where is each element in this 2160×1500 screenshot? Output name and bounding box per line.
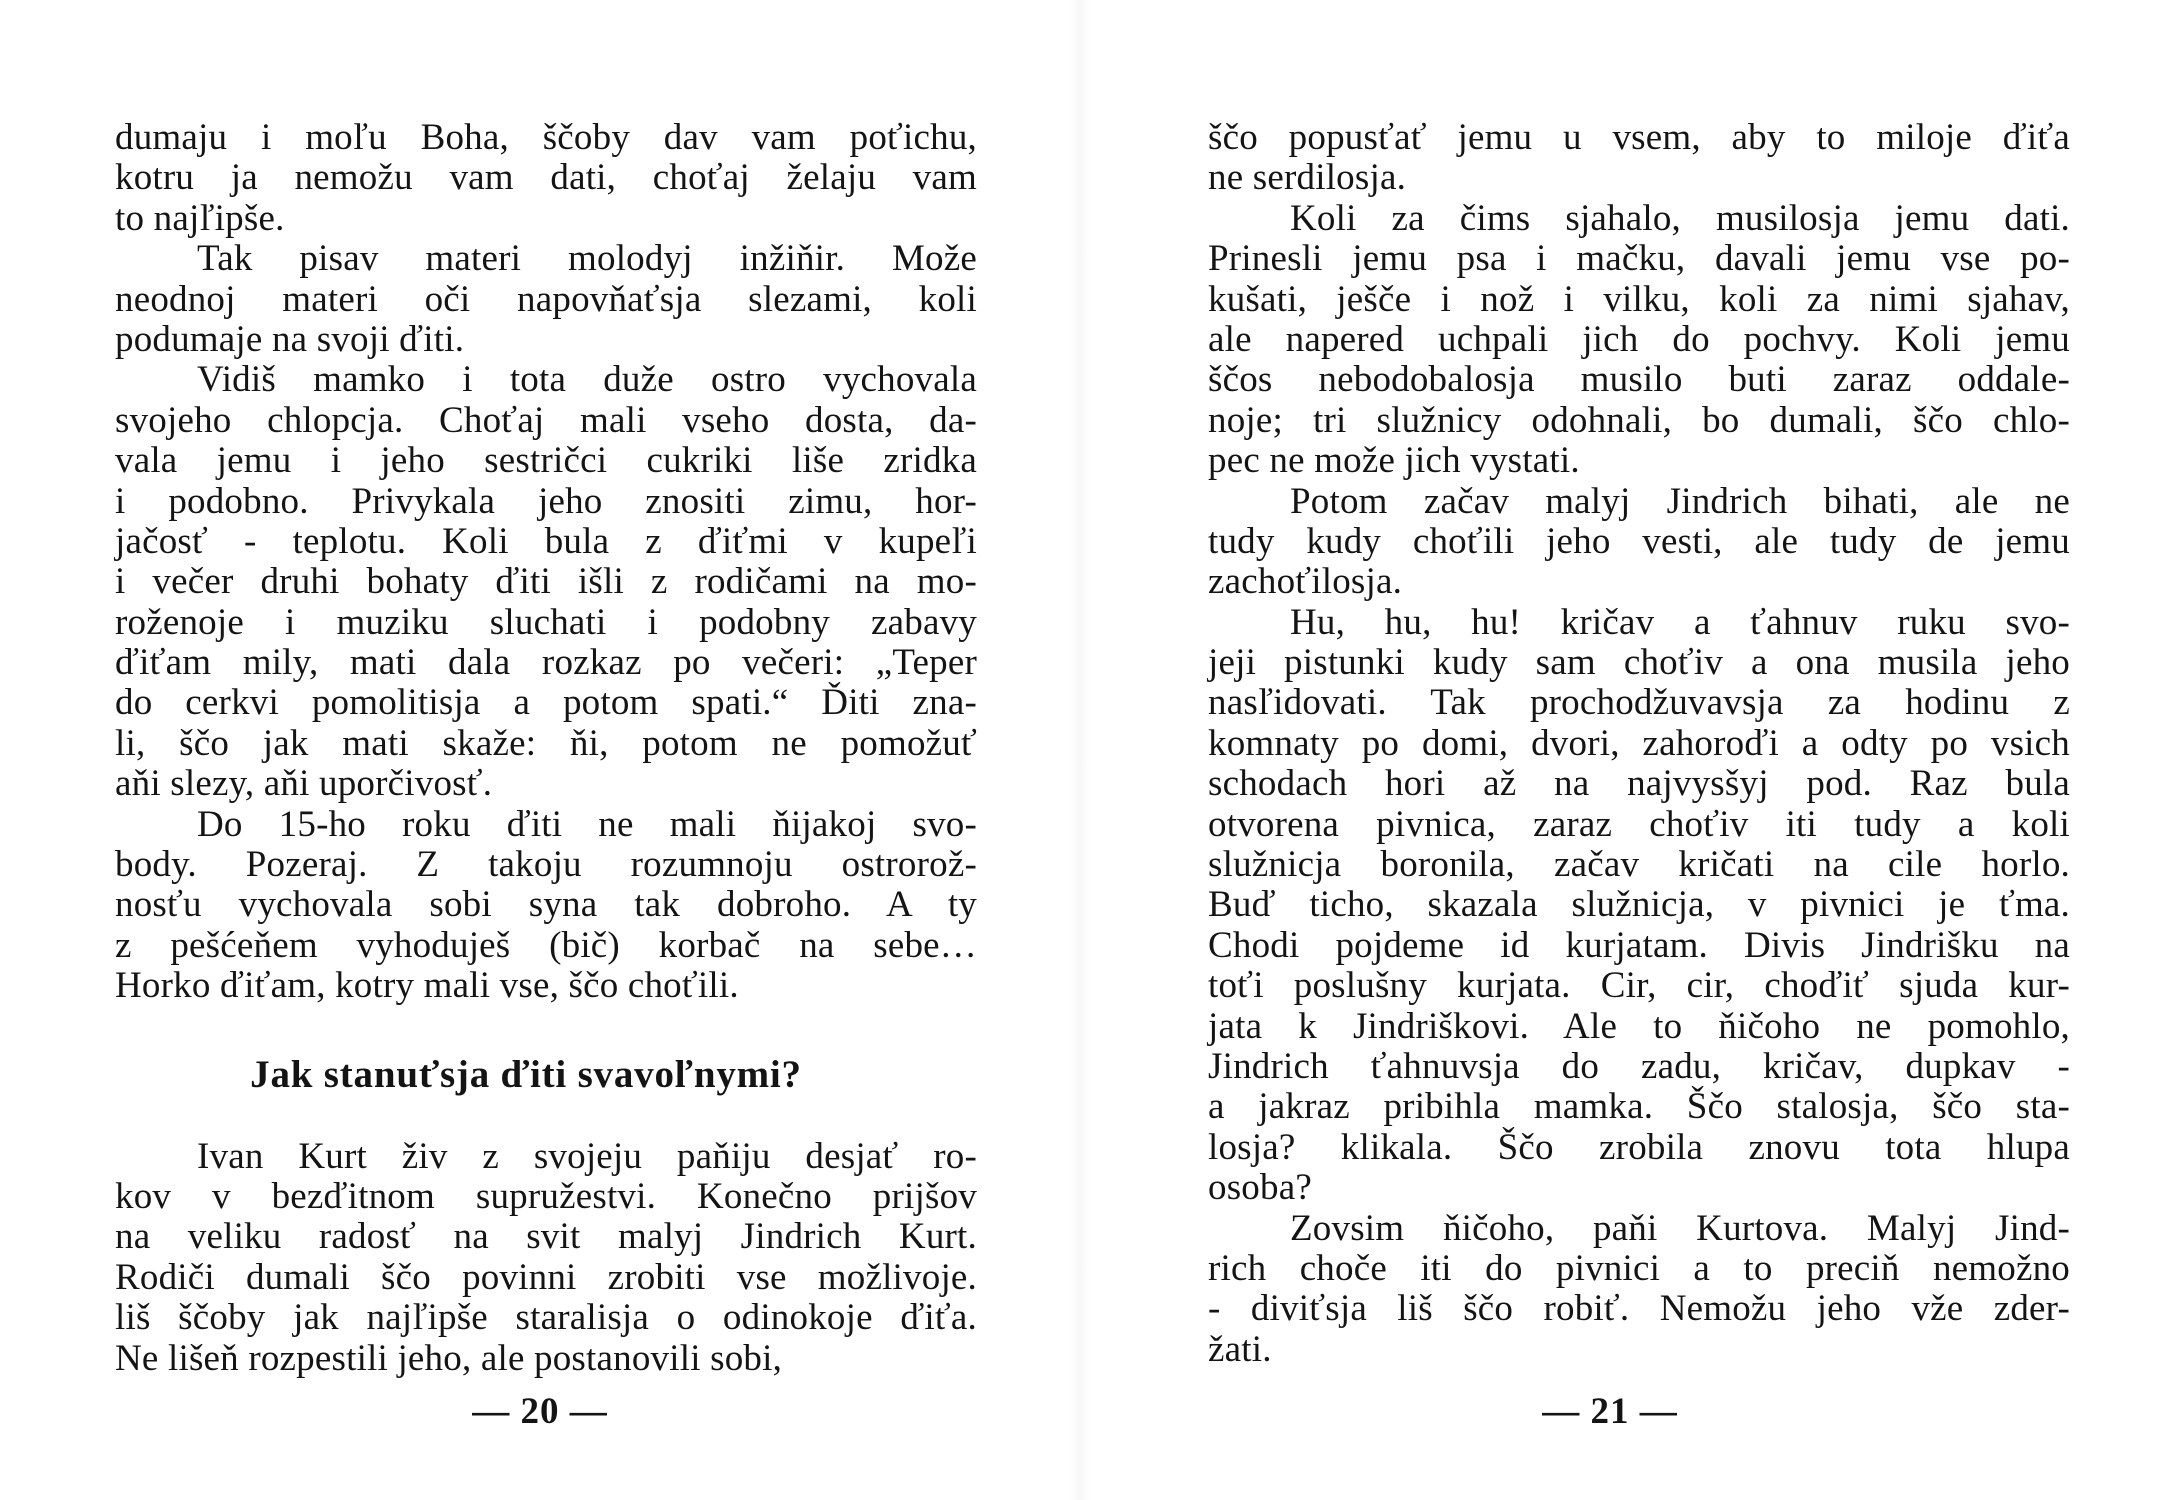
text-line: žati. xyxy=(1208,1328,1272,1370)
paragraph xyxy=(115,118,977,239)
text-line: neodnoj materi oči napovňaťsja slezami, koli xyxy=(115,278,977,320)
paragraph xyxy=(1208,199,2070,482)
text-line: ne serdilosja. xyxy=(1208,157,1407,199)
text-line: i večer druhi bohaty ďiti išli z rodičami na mo- xyxy=(115,561,977,603)
text-line: Jindrich ťahnuvsja do zadu, kričav, dupkav - xyxy=(1208,1045,2070,1087)
paragraph xyxy=(1208,603,2070,1209)
paragraph xyxy=(115,360,977,804)
text-line: Do 15-ho roku ďiti ne mali ňijakoj svo- xyxy=(197,803,977,845)
text-line: Rodiči dumali ščo povinni zrobiti vse možlivoje. xyxy=(115,1256,977,1298)
page-number-right: — 21 — xyxy=(1542,1391,1678,1432)
text-line: Ivan Kurt živ z svojeju paňiju desjať ro- xyxy=(197,1135,977,1177)
text-line: kov v bezďitnom supružestvi. Konečno prijšov xyxy=(115,1175,977,1217)
text-line: body. Pozeraj. Z takoju rozumnoju ostrorož- xyxy=(115,844,977,886)
text-line: liš ščoby jak najľipše staralisja o odinokoje ďiťa. xyxy=(115,1297,977,1339)
text-line: Ne lišeň rozpestili jeho, ale postanovili sobi, xyxy=(115,1337,783,1379)
text-line: rich choče iti do pivnici a to preciň nemožno xyxy=(1208,1247,2070,1289)
text-line: schodach hori až na najvysšyj pod. Raz bula xyxy=(1208,763,2070,805)
text-line: Hu, hu, hu! kričav a ťahnuv ruku svo- xyxy=(1290,601,2070,643)
text-line: kotru ja nemožu vam dati, choťaj želaju vam xyxy=(115,157,977,199)
text-line: Tak pisav materi molodyj inžiňir. Može xyxy=(197,238,977,280)
text-line: na veliku radosť na svit malyj Jindrich Kurt. xyxy=(115,1216,977,1258)
text-line: z pešćeňem vyhoduješ (bič) korbač na sebe… xyxy=(115,924,977,966)
right-page-text xyxy=(1208,118,2070,1370)
text-line: Vidiš mamko i tota duže ostro vychovala xyxy=(197,359,977,401)
text-line: Horko ďiťam, kotry mali vse, ščo choťili. xyxy=(115,965,739,1007)
text-line: jeji pistunki kudy sam choťiv a ona musila jeho xyxy=(1208,642,2070,684)
text-line: noje; tri služnicy odohnali, bo dumali, ščo chlo- xyxy=(1208,399,2070,441)
text-line: - diviťsja liš ščo robiť. Nemožu jeho vže zder- xyxy=(1208,1288,2070,1330)
right-page xyxy=(1080,0,2160,1500)
text-line: kušati, ješče i nož i vilku, koli za nimi sjahav, xyxy=(1208,278,2070,320)
paragraph xyxy=(1208,482,2070,603)
text-line: jačosť - teplotu. Koli bula z ďiťmi v kupeľi xyxy=(115,520,977,562)
text-line: svojeho chlopcja. Choťaj mali vseho dosta, da- xyxy=(115,399,977,441)
text-line: nasľidovati. Tak prochodžuvavsja za hodinu z xyxy=(1208,682,2070,724)
text-line: li, ščo jak mati skaže: ňi, potom ne pomožuť xyxy=(115,722,977,764)
text-line: vala jemu i jeho sestričci cukriki liše zridka xyxy=(115,440,977,482)
text-line: zachoťilosja. xyxy=(1208,561,1403,603)
text-line: Potom začav malyj Jindrich bihati, ale ne xyxy=(1290,480,2070,522)
text-line: i podobno. Privykala jeho znositi zimu, hor- xyxy=(115,480,977,522)
text-line: dumaju i moľu Boha, ščoby dav vam poťichu, xyxy=(115,117,977,158)
text-line: ďiťam mily, mati dala rozkaz po večeri: „Teper xyxy=(115,642,977,684)
text-line: ščos nebodobalosja musilo buti zaraz oddale- xyxy=(1208,359,2070,401)
text-line: aňi slezy, aňi uporčivosť. xyxy=(115,763,493,805)
text-line: toťi poslušny kurjata. Cir, cir, choďiť sjuda kur- xyxy=(1208,965,2070,1007)
paragraph xyxy=(115,239,977,360)
text-line: osoba? xyxy=(1208,1167,1312,1209)
text-line: otvorena pivnica, zaraz choťiv iti tudy a koli xyxy=(1208,803,2070,845)
text-line: Koli za čims sjahalo, musilosja jemu dati. xyxy=(1290,197,2070,239)
text-line: Prinesli jemu psa i mačku, davali jemu vse po- xyxy=(1208,238,2070,280)
text-line: nosťu vychovala sobi syna tak dobroho. A ty xyxy=(115,884,977,926)
page-number-left: — 20 — xyxy=(472,1391,608,1432)
text-line: ščo popusťať jemu u vsem, aby to miloje ďiťa xyxy=(1208,117,2070,158)
text-line: jata k Jindriškovi. Ale to ňičoho ne pomohlo, xyxy=(1208,1005,2070,1047)
text-line: to najľipše. xyxy=(115,197,285,239)
text-line: a jakraz pribihla mamka. Ščo stalosja, ščo sta- xyxy=(1208,1086,2070,1128)
text-line: Buď ticho, skazala služnicja, v pivnici je ťma. xyxy=(1208,884,2070,926)
text-line: Zovsim ňičoho, paňi Kurtova. Malyj Jind- xyxy=(1290,1207,2070,1249)
paragraph xyxy=(1208,118,2070,199)
text-line: podumaje na svoji ďiti. xyxy=(115,318,465,360)
paragraph xyxy=(115,1137,977,1379)
text-line: roženoje i muziku sluchati i podobny zabavy xyxy=(115,601,977,643)
text-line: losja? klikala. Ščo zrobila znovu tota hlupa xyxy=(1208,1126,2070,1168)
left-page-text xyxy=(115,118,977,1379)
text-line: Chodi pojdeme id kurjatam. Divis Jindrišku na xyxy=(1208,924,2070,966)
paragraph xyxy=(115,805,977,1007)
text-line: tudy kudy choťili jeho vesti, ale tudy de jemu xyxy=(1208,520,2070,562)
text-line: služnicja boronila, začav kričati na cile horlo. xyxy=(1208,844,2070,886)
text-line: komnaty po domi, dvori, zahoroďi a odty po vsich xyxy=(1208,722,2070,764)
text-line: do cerkvi pomolitisja a potom spati.“ Ďiti zna- xyxy=(115,682,977,724)
text-line: ale napered uchpali jich do pochvy. Koli jemu xyxy=(1208,318,2070,360)
text-line: pec ne može jich vystati. xyxy=(1208,440,1580,482)
paragraph xyxy=(1208,1209,2070,1371)
section-heading: Jak stanuťsja ďiti svavoľnymi? xyxy=(250,1052,802,1096)
